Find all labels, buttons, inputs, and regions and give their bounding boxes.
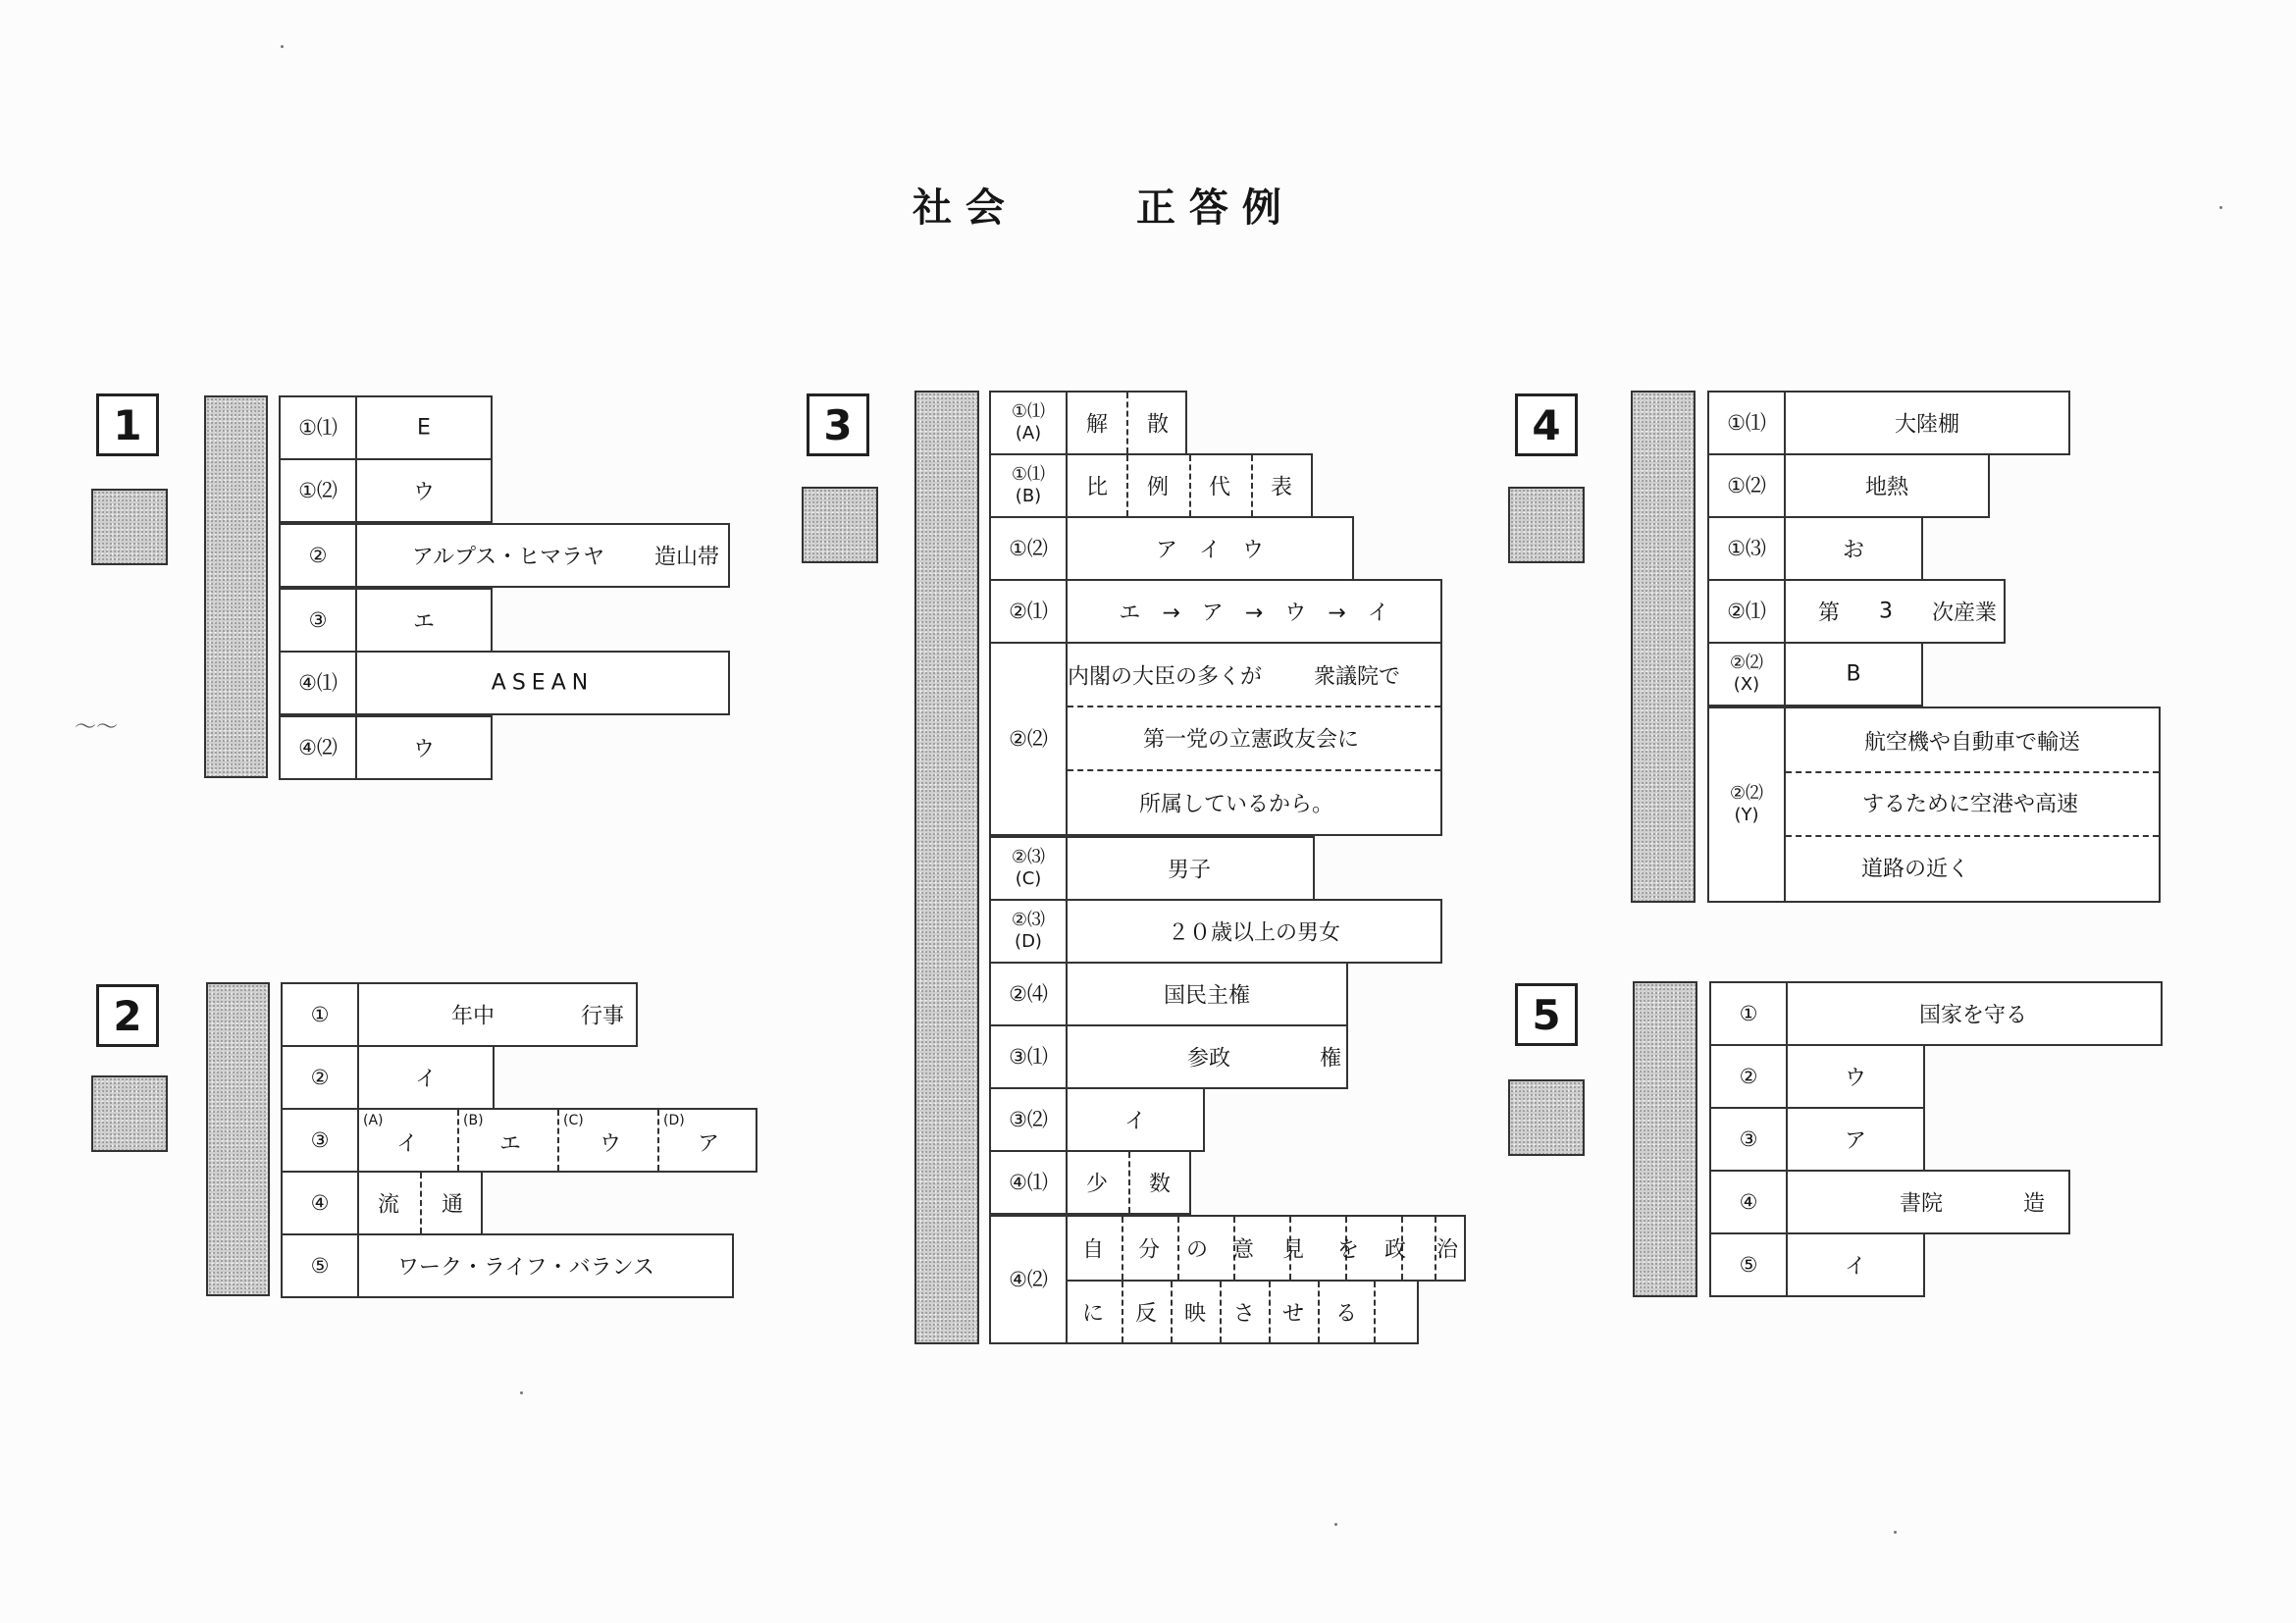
s3-a12-r1-divider-2 (1177, 1217, 1179, 1280)
s3-label-6-sub: (C) (1015, 868, 1042, 889)
s3-a12-r2-divider-4 (1269, 1282, 1271, 1342)
s4-label-5 (1707, 642, 1786, 707)
s2-answer-1-tail: 行事 (580, 1004, 625, 1029)
s3-a12-r2-char-1: に (1081, 1301, 1105, 1327)
section-4-point-column (1631, 391, 1696, 903)
s2-label-3: ③ (281, 1108, 359, 1173)
s4-label-6-sub: (Y) (1734, 805, 1759, 825)
s3-a11-char-2: 数 (1148, 1172, 1172, 1197)
s3-a12-r2-char-2: 反 (1134, 1301, 1158, 1327)
s3-a2-char-4: 表 (1270, 475, 1293, 500)
s3-label-1 (989, 391, 1068, 455)
s2-label-5: ⑤ (281, 1233, 359, 1298)
section-3-score-box (802, 487, 878, 563)
s5-answer-4-text: 書院 (1899, 1191, 1944, 1217)
s4-label-3: ①⑶ (1707, 516, 1786, 581)
s3-label-2-main: ①⑴ (1011, 463, 1046, 485)
s1-label-6: ④⑵ (279, 715, 357, 780)
s3-a12-r1-char-1: 自 (1081, 1237, 1105, 1263)
s3-a12-r1-char-5: 見 (1281, 1237, 1305, 1263)
s3-a2-char-2: 例 (1146, 475, 1170, 500)
s3-label-10: ③⑵ (989, 1087, 1068, 1152)
section-5-score-box (1508, 1079, 1585, 1156)
s3-answer-8-text: 国民主権 (1163, 983, 1251, 1009)
s3-answer-9-text: 参政 (1186, 1046, 1231, 1072)
s2-a3-value-b: エ (498, 1131, 522, 1157)
s2-a3-divider-3 (657, 1110, 659, 1171)
section-4-score-box (1508, 487, 1585, 563)
s3-label-9: ③⑴ (989, 1024, 1068, 1089)
scan-speck (520, 1391, 523, 1394)
title-subject: 社 会 (913, 185, 1005, 231)
s3-label-7-main: ②⑶ (1011, 909, 1046, 930)
s3-a1-char-2: 散 (1146, 412, 1170, 438)
s2-a4-char-1: 流 (377, 1192, 400, 1218)
s1-answer-3-text: アルプス・ヒマラヤ (411, 545, 605, 570)
s4-label-5-main: ②⑵ (1729, 652, 1764, 673)
s3-a5-line2-text: 第一党の立憲政友会に (1142, 727, 1360, 753)
s3-label-2-sub: (B) (1015, 486, 1042, 506)
section-3-point-column (914, 391, 979, 1344)
page-title (913, 177, 1344, 236)
s3-label-6-main: ②⑶ (1011, 846, 1046, 867)
s3-a12-r2-char-3: 映 (1183, 1301, 1207, 1327)
s4-label-6-main: ②⑵ (1729, 782, 1764, 804)
s5-answer-4-tail: 造 (2022, 1191, 2046, 1217)
s3-label-5: ②⑵ (989, 642, 1068, 836)
s3-answer-7-text: ２０歳以上の男女 (1167, 920, 1341, 946)
s3-label-3: ①⑵ (989, 516, 1068, 581)
section-5-number: 5 (1515, 983, 1578, 1046)
s3-label-7 (989, 899, 1068, 964)
s3-a12-r1-char-7: 政 (1383, 1237, 1407, 1263)
s3-label-1-sub: (A) (1015, 423, 1042, 444)
s3-a1-char-1: 解 (1085, 412, 1109, 438)
section-1-score-box (91, 489, 168, 565)
section-4-number: 4 (1515, 393, 1578, 456)
s3-label-2 (989, 453, 1068, 518)
s3-a12-r2-divider-6 (1374, 1282, 1376, 1342)
s2-a3-tag-b: (B) (463, 1113, 484, 1128)
s3-a5-divider-2 (1068, 769, 1440, 771)
s3-a5-line1-tail: 衆議院で (1313, 664, 1401, 690)
s3-label-12: ④⑵ (989, 1215, 1068, 1344)
s4-answer-3-text: お (1842, 538, 1865, 563)
s5-answer-5-text: イ (1844, 1254, 1867, 1280)
scan-speck (2219, 206, 2222, 209)
s5-answer-3-text: ア (1844, 1128, 1867, 1154)
s3-label-8: ②⑷ (989, 962, 1068, 1026)
scan-speck (1894, 1531, 1897, 1534)
s4-label-6 (1707, 707, 1786, 903)
s3-label-7-sub: (D) (1015, 931, 1042, 952)
margin-squiggle: 〜〜 (75, 715, 119, 740)
s5-answer-2-text: ウ (1844, 1066, 1867, 1091)
s1-answer-6-text: ウ (412, 737, 436, 762)
s3-a12-r2-divider-1 (1122, 1282, 1123, 1342)
s2-a3-value-d: ア (697, 1131, 720, 1157)
s1-label-5: ④⑴ (279, 651, 357, 715)
s2-a3-divider-1 (457, 1110, 459, 1171)
section-3-number: 3 (807, 393, 869, 456)
s1-label-2: ①⑵ (279, 458, 357, 523)
s3-a2-divider-2 (1189, 455, 1191, 516)
s3-a2-char-1: 比 (1085, 475, 1109, 500)
s3-a12-r2-char-4: さ (1232, 1301, 1256, 1327)
s4-label-1: ①⑴ (1707, 391, 1786, 455)
scan-speck (281, 45, 284, 48)
s3-label-1-main: ①⑴ (1011, 400, 1046, 422)
s3-a12-r1-char-6: を (1336, 1237, 1360, 1263)
s1-answer-2-text: ウ (412, 480, 436, 505)
s2-a4-divider (420, 1173, 422, 1233)
s3-a12-r1-char-8: 治 (1435, 1237, 1459, 1263)
section-2-number: 2 (96, 984, 159, 1047)
s4-a4-part-2: 3 (1879, 599, 1893, 624)
s2-a3-tag-c: (C) (563, 1113, 584, 1128)
scan-speck (1334, 1523, 1337, 1526)
s4-a6-line3-text: 道路の近く (1860, 857, 1970, 882)
s2-label-4: ④ (281, 1171, 359, 1235)
s4-answer-5-text: B (1846, 661, 1861, 687)
s3-a12-r2-divider-2 (1171, 1282, 1173, 1342)
s1-answer-1-text: E (417, 415, 431, 441)
s4-label-2: ①⑵ (1707, 453, 1786, 518)
s4-a6-divider-1 (1786, 771, 2159, 773)
s3-label-6 (989, 836, 1068, 901)
s3-a11-divider (1128, 1152, 1130, 1213)
s3-a11-char-1: 少 (1085, 1172, 1109, 1197)
s1-answer-5-text: ASEAN (491, 670, 595, 696)
s2-label-2: ② (281, 1045, 359, 1110)
section-1-number: 1 (96, 393, 159, 456)
s3-label-4: ②⑴ (989, 579, 1068, 644)
s4-a6-line2-text: するために空港や高速 (1861, 792, 2079, 817)
s3-a5-line3-text: 所属しているから。 (1138, 792, 1334, 817)
s5-label-1: ① (1709, 981, 1788, 1046)
s2-label-1: ① (281, 982, 359, 1047)
s3-a12-r2-char-5: せ (1281, 1301, 1305, 1327)
s3-a12-r1-divider-1 (1122, 1217, 1123, 1280)
s2-a3-value-c: ウ (599, 1131, 622, 1157)
s3-a12-r2-divider-3 (1220, 1282, 1222, 1342)
s2-answer-5-text: ワーク・ライフ・バランス (396, 1255, 655, 1281)
s2-answer-1-text: 年中 (450, 1004, 496, 1029)
s3-a2-char-3: 代 (1208, 475, 1231, 500)
s3-a12-r1-char-3: の (1185, 1237, 1209, 1263)
s5-label-4: ④ (1709, 1170, 1788, 1234)
s2-a4-char-2: 通 (441, 1192, 464, 1218)
s5-label-3: ③ (1709, 1107, 1788, 1172)
s3-label-11: ④⑴ (989, 1150, 1068, 1215)
s1-answer-3-tail: 造山帯 (653, 545, 720, 570)
s5-label-2: ② (1709, 1044, 1788, 1109)
s2-answer-2-text: イ (414, 1067, 438, 1092)
s3-answer-10-text: イ (1123, 1109, 1147, 1134)
s4-a6-line1-text: 航空機や自動車で輸送 (1863, 730, 2081, 756)
section-5-point-column (1633, 981, 1697, 1297)
s1-label-3: ② (279, 523, 357, 588)
s3-answer-9-tail: 権 (1319, 1046, 1342, 1072)
title-kind: 正 答 例 (1136, 185, 1281, 231)
s3-a5-line1-text: 内閣の大臣の多くが (1067, 664, 1263, 690)
s4-a4-part-1: 第 (1817, 601, 1841, 626)
s5-label-5: ⑤ (1709, 1232, 1788, 1297)
s3-a12-r2-char-6: る (1334, 1301, 1358, 1327)
section-2-point-column (206, 982, 270, 1296)
s3-answer-6-text: 男子 (1167, 858, 1212, 883)
s5-answer-1-text: 国家を守る (1918, 1003, 2028, 1028)
s3-answer-4-text: エ → ア → ウ → イ (1119, 601, 1389, 626)
s3-a1-divider (1126, 393, 1128, 453)
s2-a3-divider-2 (557, 1110, 559, 1171)
s4-answer-2-text: 地熱 (1864, 475, 1909, 500)
s3-a12-r1-char-4: 意 (1231, 1237, 1255, 1263)
s3-a12-r1-char-2: 分 (1137, 1237, 1161, 1263)
s2-a3-tag-d: (D) (663, 1113, 685, 1128)
s1-answer-4-text: エ (412, 609, 436, 635)
s3-a5-divider-1 (1068, 706, 1440, 707)
s4-label-4: ②⑴ (1707, 579, 1786, 644)
section-2-score-box (91, 1075, 168, 1152)
s4-label-5-sub: (X) (1733, 674, 1760, 695)
s3-a2-divider-3 (1251, 455, 1253, 516)
s2-a3-value-a: イ (395, 1131, 419, 1157)
s3-answer-3-text: ア イ ウ (1155, 538, 1265, 563)
s3-a12-r2-divider-5 (1318, 1282, 1320, 1342)
s3-a2-divider-1 (1126, 455, 1128, 516)
section-1-point-column (204, 395, 268, 778)
s1-label-1: ①⑴ (279, 395, 357, 460)
s4-a6-divider-2 (1786, 835, 2159, 837)
s4-a4-part-3: 次産業 (1931, 601, 1998, 626)
s4-answer-1-text: 大陸棚 (1894, 412, 1960, 438)
s1-label-4: ③ (279, 588, 357, 653)
s2-a3-tag-a: (A) (363, 1113, 384, 1128)
